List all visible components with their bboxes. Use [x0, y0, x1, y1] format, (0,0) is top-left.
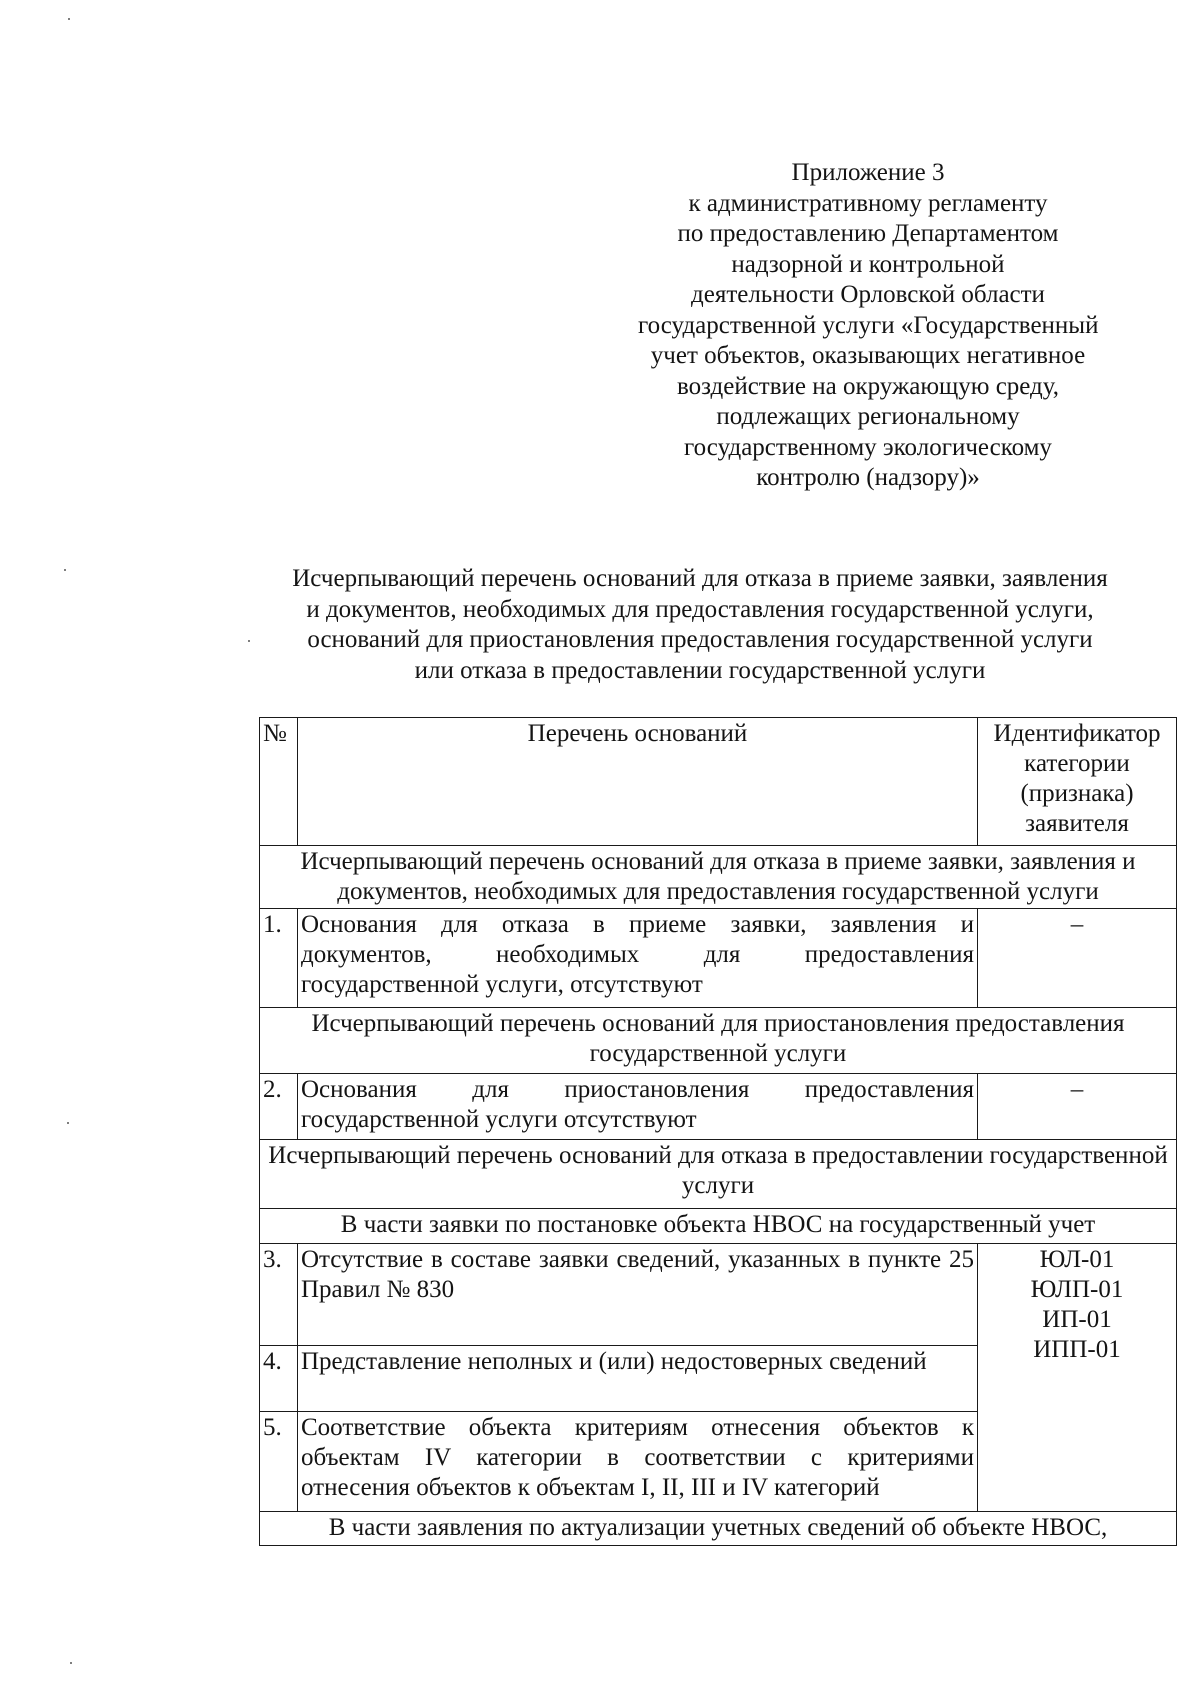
row-text: Отсутствие в составе заявки сведений, указанных в пункте 25 Правил № 830 — [298, 1244, 978, 1346]
title-line: оснований для приостановления предоставления государственной услуги — [307, 626, 1093, 653]
row-number: 2. — [260, 1074, 298, 1140]
subsection-row — [260, 1209, 1177, 1244]
category-id: ЮЛП-01 — [1030, 1276, 1124, 1303]
row-text: Соответствие объекта критериям отнесения объектов к объектам IV категории в соответствии с критериями отнесения объектов к объектам I, II, III и IV категорий — [298, 1412, 978, 1512]
row-number: 3. — [260, 1244, 298, 1346]
appendix-line: государственному экологическому — [684, 433, 1052, 461]
appendix-line: воздействие на окружающую среду, — [676, 372, 1060, 400]
document-title — [240, 564, 1160, 686]
section-suspension: Исчерпывающий перечень оснований для приостановления предоставления государственной услуги — [260, 1008, 1177, 1074]
appendix-line: к административному регламенту — [688, 189, 1048, 217]
appendix-line: по предоставлению Департаментом — [677, 220, 1059, 247]
table-header-row — [260, 718, 1177, 846]
appendix-line: Приложение 3 — [791, 159, 945, 186]
scan-speck — [68, 18, 70, 20]
section-row — [260, 846, 1177, 909]
row-category-id: – — [978, 909, 1177, 1008]
row-number: 5. — [260, 1412, 298, 1512]
row-text: Основания для отказа в приеме заявки, заявления и документов, необходимых для предоставления государственной услуги, отсутствуют — [298, 909, 978, 1008]
scan-speck — [70, 1662, 72, 1664]
section-refusal-provision: Исчерпывающий перечень оснований для отказа в предоставлении государственной услуги — [260, 1140, 1177, 1209]
row-text: Представление неполных и (или) недостоверных сведений — [298, 1346, 978, 1412]
scan-speck — [64, 569, 66, 571]
row-number: 1. — [260, 909, 298, 1008]
subsection-registration: В части заявки по постановке объекта НВОС на государственный учет — [260, 1209, 1177, 1244]
section-row — [260, 1140, 1177, 1209]
header-number: № — [260, 718, 298, 846]
table-row — [260, 1244, 1177, 1346]
section-row — [260, 1008, 1177, 1074]
category-id: ИП-01 — [1042, 1306, 1112, 1333]
category-id-group — [978, 1244, 1177, 1512]
category-id: ИПП-01 — [1033, 1336, 1121, 1363]
row-text: Основания для приостановления предоставления государственной услуги отсутствуют — [298, 1074, 978, 1140]
header-grounds-list: Перечень оснований — [298, 718, 978, 846]
header-applicant-category-id: Идентификатор категории (признака) заявителя — [978, 718, 1177, 846]
table-row — [260, 1074, 1177, 1140]
scan-speck — [67, 1122, 69, 1124]
row-number: 4. — [260, 1346, 298, 1412]
appendix-line: государственной услуги «Государственный — [638, 311, 1099, 339]
grounds-table — [259, 717, 1177, 1546]
row-category-id: – — [978, 1074, 1177, 1140]
subsection-row — [260, 1512, 1177, 1546]
appendix-line: подлежащих региональному — [716, 403, 1020, 430]
appendix-line: надзорной и контрольной — [731, 250, 1005, 278]
table-row — [260, 909, 1177, 1008]
appendix-line: деятельности Орловской области — [691, 281, 1045, 308]
title-line: и документов, необходимых для предоставления государственной услуги, — [306, 595, 1094, 623]
subsection-update: В части заявления по актуализации учетных сведений об объекте НВОС, — [260, 1512, 1177, 1546]
appendix-line: учет объектов, оказывающих негативное — [650, 342, 1086, 369]
section-refusal-acceptance: Исчерпывающий перечень оснований для отказа в приеме заявки, заявления и документов, необходимых для предоставления государственной услуги — [260, 846, 1177, 909]
category-id: ЮЛ-01 — [1039, 1246, 1115, 1273]
appendix-line: контролю (надзору)» — [756, 464, 980, 491]
title-line: или отказа в предоставлении государственной услуги — [414, 656, 986, 684]
appendix-heading — [638, 158, 1098, 494]
title-line: Исчерпывающий перечень оснований для отказа в приеме заявки, заявления — [292, 565, 1108, 592]
